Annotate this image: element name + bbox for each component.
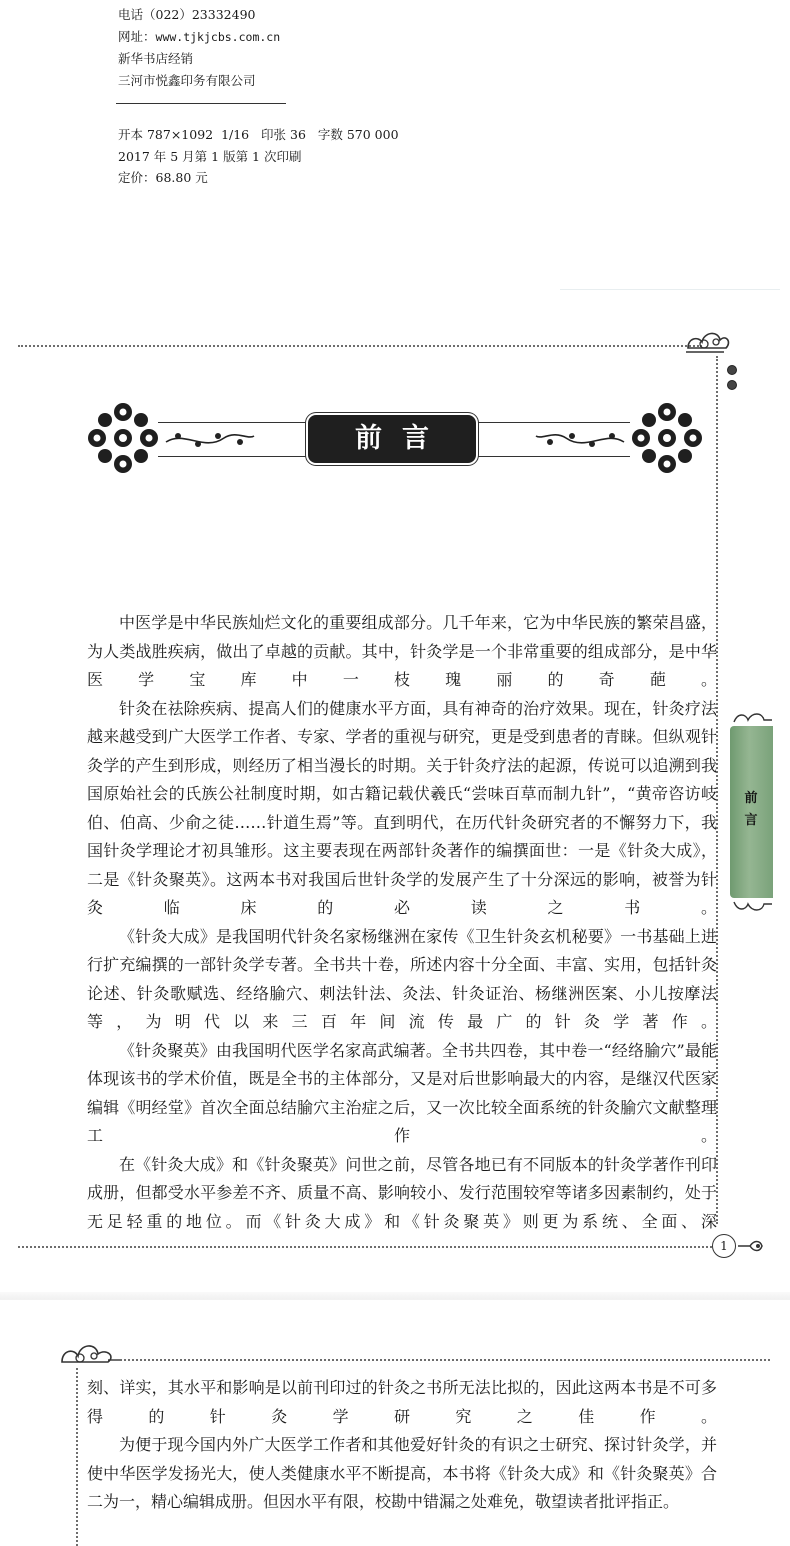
paragraph: 刻、详实，其水平和影响是以前刊印过的针灸之书所无法比拟的，因此这两本书是不可多得的针灸学研究之佳作。 <box>87 1378 717 1426</box>
book-specs <box>118 124 399 189</box>
colophon-divider <box>116 103 286 104</box>
page-number: 1 <box>712 1234 736 1258</box>
right-medallion-icon <box>628 398 706 478</box>
page-number-flourish-icon <box>736 1238 766 1254</box>
dot-icon <box>727 380 737 390</box>
frame-bottom-border <box>18 1246 712 1248</box>
paragraph: 在《针灸大成》和《针灸聚英》问世之前，尽管各地已有不同版本的针灸学著作刊印成册，但都受水平参差不齐、质量不高、影响较小、发行范围较窄等诸多因素制约，处于无足轻重的地位。而《针灸大成》和《针灸聚英》则更为系统、全面、深 <box>87 1154 717 1231</box>
colophon-distributor: 新华书店经销 <box>118 51 194 66</box>
faint-rule <box>560 289 780 290</box>
side-tab-char-2: 言 <box>744 813 758 828</box>
page2-top-border <box>120 1359 770 1361</box>
paragraph: 针灸在祛除疾病、提高人们的健康水平方面，具有神奇的治疗效果。现在，针灸疗法越来越受到广大医学工作者、专家、学者的重视与研究，更是受到患者的青睐。但纵观针灸学的产生到形成，则经历了相当漫长的时期。关于针灸疗法的起源，传说可以追溯到我国原始社会的氏族公社制度时期，如古籍记载伏羲氏“尝味百草而制九针”，“黄帝咨访岐伯、伯高、少俞之徒……针道生焉”等。直到明代，在历代针灸研究者的不懈努力下，我国针灸学理论才初具雏形。这主要表现在两部针灸著作的编撰面世：一是《针灸大成》，二是《针灸聚英》。这两本书对我国后世针灸学的发展产生了十分深远的影响，被誉为针灸临床的必读之书。 <box>87 698 717 917</box>
colophon-phone: 电话（022）23332490 <box>118 7 256 22</box>
tab-bottom-ornament-icon <box>730 896 774 916</box>
spec-price: 定价：68.80 元 <box>118 170 208 185</box>
preface-body-page2 <box>87 1374 717 1517</box>
paragraph: 《针灸大成》是我国明代针灸名家杨继洲在家传《卫生针灸玄机秘要》一书基础上进行扩充编撰的一部针灸学专著。全书共十卷，所述内容十分全面、丰富、实用，包括针灸论述、针灸歌赋选、经络腧穴、刺法针法、灸法、针灸证治、杨继洲医案、小儿按摩法等，为明代以来三百年间流传最广的针灸学著作。 <box>87 926 717 1031</box>
paragraph: 《针灸聚英》由我国明代医学名家高武编著。全书共四卷，其中卷一“经络腧穴”最能体现该书的学术价值，既是全书的主体部分，又是对后世影响最大的内容，是继汉代医家编辑《明经堂》首次全面总结腧穴主治症之后，又一次比较全面系统的针灸腧穴文献整理工作。 <box>87 1040 717 1145</box>
dot-icon <box>727 365 737 375</box>
left-floral-vine-icon <box>164 426 256 454</box>
spec-edition: 2017 年 5 月第 1 版第 1 次印刷 <box>118 148 302 164</box>
spec-format: 开本 787×1092 1/16 印张 36 字数 570 000 <box>118 127 399 142</box>
paragraph: 中医学是中华民族灿烂文化的重要组成部分。几千年来，它为中华民族的繁荣昌盛，为人类战胜疾病，做出了卓越的贡献。其中，针灸学是一个非常重要的组成部分，是中华医学宝库中一枝瑰丽的奇葩。 <box>87 613 717 689</box>
page2-cloud-ornament-icon <box>58 1340 122 1372</box>
colophon-website <box>118 26 280 49</box>
side-tab-char-1: 前 <box>744 791 758 806</box>
tab-top-ornament-icon <box>730 708 774 728</box>
frame-top-border <box>18 345 702 347</box>
corner-dots <box>727 365 741 395</box>
cloud-ornament-icon <box>684 326 732 360</box>
left-medallion-icon <box>84 398 162 478</box>
section-title: 前言 <box>355 423 449 454</box>
right-floral-vine-icon <box>534 426 626 454</box>
side-tab-label <box>739 788 763 832</box>
website-url: www.tjkjcbs.com.cn <box>155 29 281 44</box>
paragraph: 为便于现今国内外广大医学工作者和其他爱好针灸的有识之士研究、探讨针灸学，并使中华医学发扬光大，使人类健康水平不断提高，本书将《针灸大成》和《针灸聚英》合二为一，精心编辑成册。但因水平有限，校勘中错漏之处难免，敬望读者批评指正。 <box>87 1435 717 1511</box>
section-title-box <box>308 415 476 463</box>
colophon-printer: 三河市悦鑫印务有限公司 <box>118 72 256 88</box>
page2-left-border <box>76 1368 78 1546</box>
website-label: 网址： <box>118 28 156 44</box>
colophon <box>118 4 280 91</box>
preface-body-page1 <box>87 609 717 1236</box>
